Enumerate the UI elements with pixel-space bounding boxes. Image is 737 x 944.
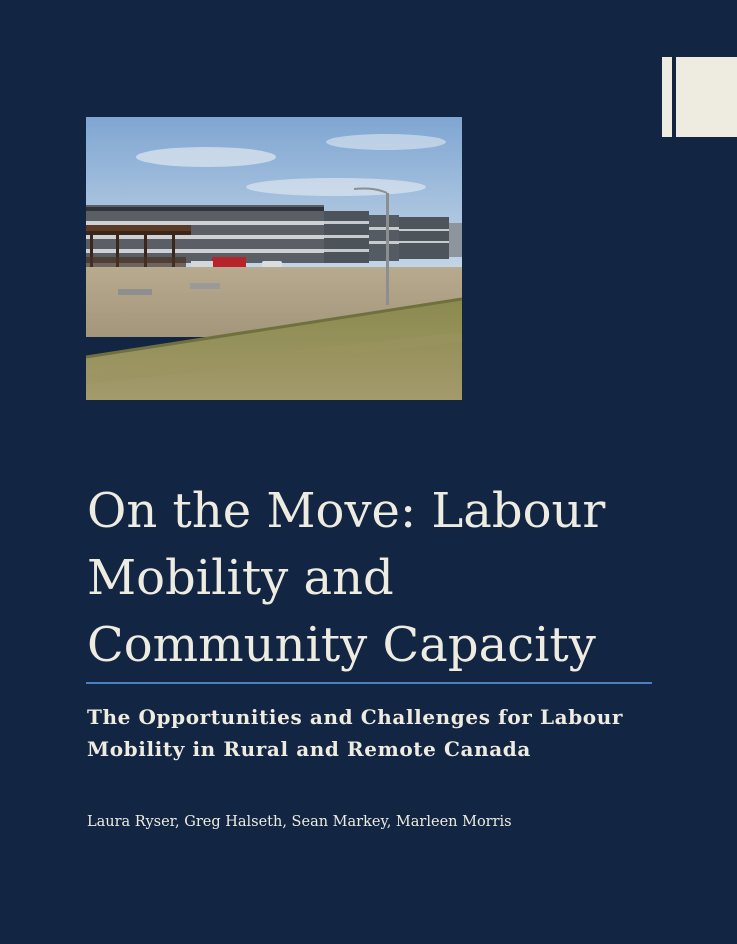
title-underline-rule — [86, 682, 652, 684]
document-subtitle — [87, 701, 667, 765]
title-line-3: Community Capacity — [87, 617, 596, 673]
document-title — [87, 478, 687, 679]
decorative-tab-wide — [676, 57, 737, 137]
cover-photo — [86, 117, 462, 400]
title-line-2: Mobility and — [87, 550, 394, 606]
author-list: Laura Ryser, Greg Halseth, Sean Markey, Marleen Morris — [87, 814, 512, 830]
decorative-tab-thin — [662, 57, 672, 137]
subtitle-line-2: Mobility in Rural and Remote Canada — [87, 737, 531, 761]
title-line-1: On the Move: Labour — [87, 483, 606, 539]
subtitle-line-1: The Opportunities and Challenges for Labour — [87, 705, 624, 729]
